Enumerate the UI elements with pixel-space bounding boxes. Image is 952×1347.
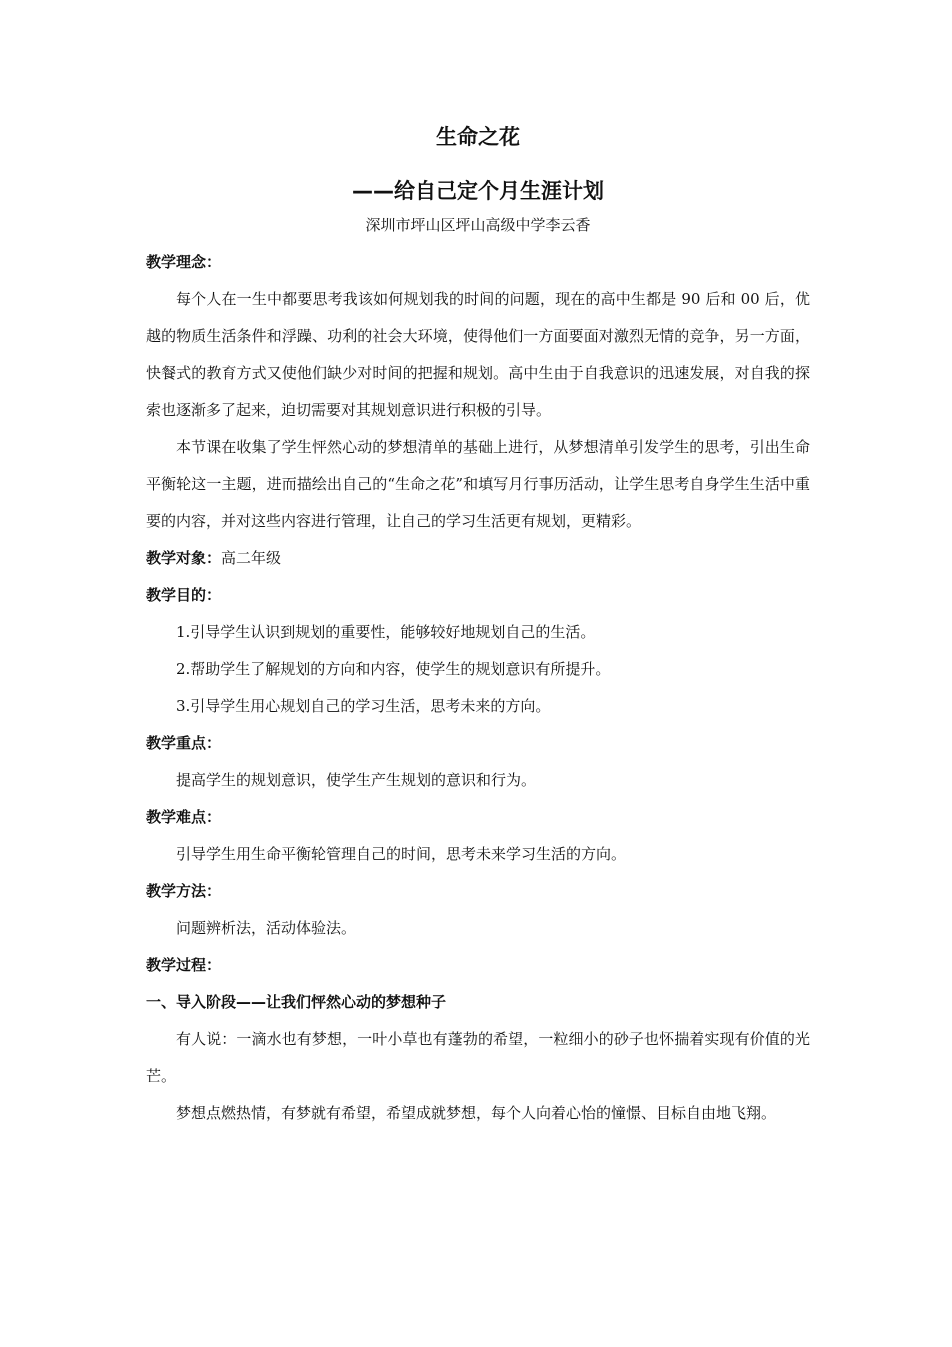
goals-heading: 教学目的：: [146, 586, 222, 604]
goal-item-2: 2.帮助学生了解规划的方向和内容，使学生的规划意识有所提升。: [176, 660, 611, 678]
goal-item-1: 1.引导学生认识到规划的重要性，能够较好地规划自己的生活。: [176, 623, 596, 641]
target-heading: 教学对象：: [146, 549, 222, 567]
methods-text: 问题辨析法，活动体验法。: [176, 919, 357, 937]
difficulties-text: 引导学生用生命平衡轮管理自己的时间，思考未来学习生活的方向。: [176, 845, 627, 863]
goal-item-3: 3.引导学生用心规划自己的学习生活，思考未来的方向。: [176, 697, 551, 715]
philosophy-paragraph-2: 本节课在收集了学生怦然心动的梦想清单的基础上进行，从梦想清单引发学生的思考，引出生命平衡轮这一主题，进而描绘出自己的“生命之花”和填写月行事历活动，让学生思考自身学生生活中重要的内容，并对这些内容进行管理，让自己的学习生活更有规划，更精彩。: [146, 438, 810, 530]
document-subtitle: ——给自己定个月生涯计划: [352, 179, 604, 203]
stage-heading: 一、导入阶段——让我们怦然心动的梦想种子: [146, 993, 447, 1011]
process-paragraph-2: 梦想点燃热情，有梦就有希望，希望成就梦想，每个人向着心怡的憧憬、目标自由地飞翔。: [176, 1104, 777, 1122]
process-paragraph-1: 有人说：一滴水也有梦想，一叶小草也有蓬勃的希望，一粒细小的砂子也怀揣着实现有价值的光芒。: [146, 1030, 810, 1085]
philosophy-paragraph-1: 每个人在一生中都要思考我该如何规划我的时间的问题，现在的高中生都是 90 后和 00 后，优越的物质生活条件和浮躁、功利的社会大环境，使得他们一方面要面对激烈无情的竞争，另一方面，快餐式的教育方式又使他们缺少对时间的把握和规划。高中生由于自我意识的迅速发展，对自我的探索也逐渐多了起来，迫切需要对其规划意识进行积极的引导。: [146, 290, 810, 419]
document-content: [146, 122, 810, 1132]
philosophy-heading: 教学理念：: [146, 253, 222, 271]
methods-heading: 教学方法：: [146, 882, 222, 900]
difficulties-heading: 教学难点：: [146, 808, 222, 826]
document-title: 生命之花: [436, 125, 520, 149]
key-points-text: 提高学生的规划意识，使学生产生规划的意识和行为。: [176, 771, 537, 789]
process-heading: 教学过程：: [146, 956, 222, 974]
target-line: [146, 540, 810, 577]
author-line: 深圳市坪山区坪山高级中学李云香: [365, 216, 591, 234]
target-value: 高二年级: [221, 549, 282, 567]
key-points-heading: 教学重点：: [146, 734, 222, 752]
